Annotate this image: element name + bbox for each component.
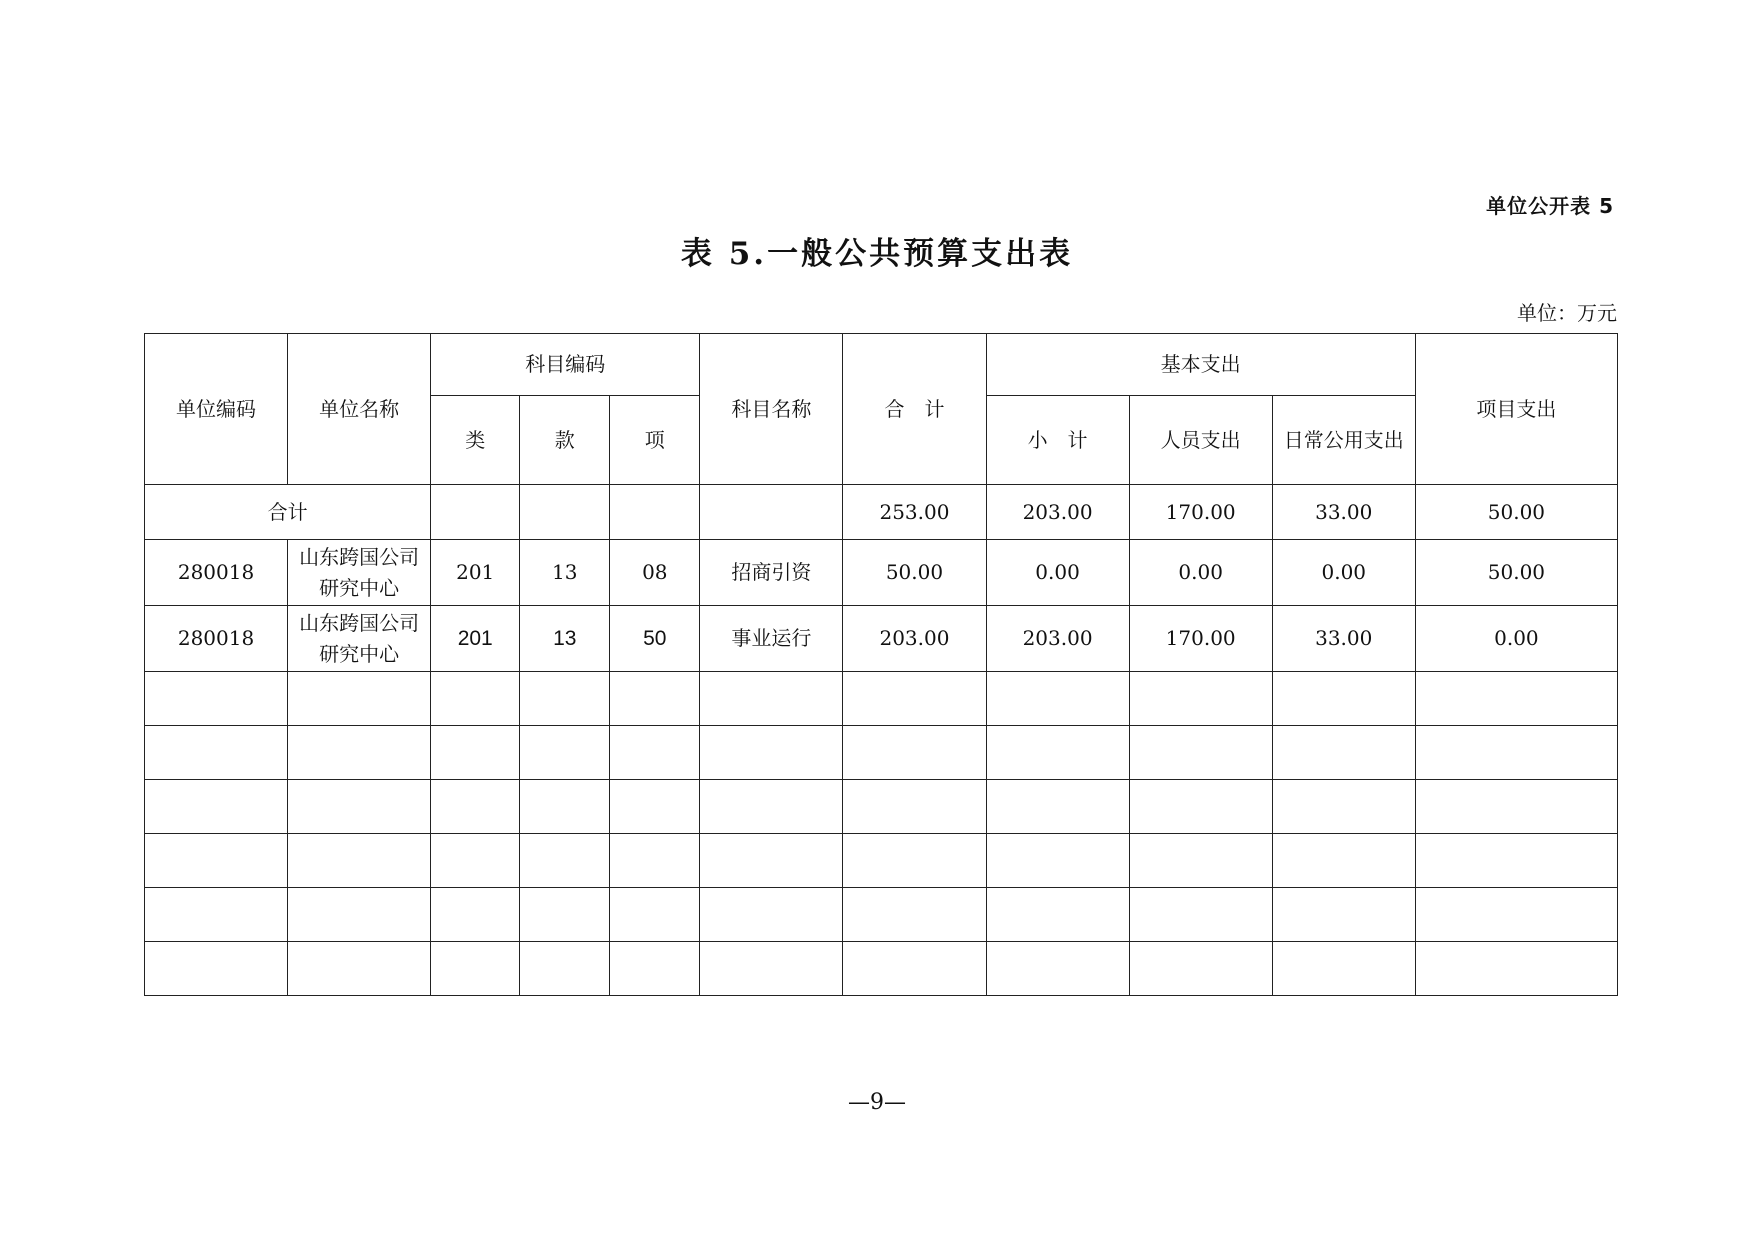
section-cell: 13 [520, 540, 610, 606]
empty-cell [145, 780, 288, 834]
empty-cell [700, 672, 843, 726]
page-number: —9— [848, 1090, 906, 1115]
daily-public-cell: 0.00 [1272, 540, 1415, 606]
empty-cell [1415, 834, 1617, 888]
empty-cell [288, 888, 431, 942]
empty-cell [145, 888, 288, 942]
empty-row [145, 726, 1618, 780]
empty-cell [520, 780, 610, 834]
personnel-cell: 0.00 [1129, 540, 1272, 606]
empty-cell [431, 834, 520, 888]
empty-cell [431, 888, 520, 942]
empty-cell [610, 780, 700, 834]
subject-name-cell: 招商引资 [700, 540, 843, 606]
empty-cell [1272, 726, 1415, 780]
total-subtotal: 203.00 [986, 485, 1129, 540]
empty-cell [288, 942, 431, 996]
empty-cell [1272, 672, 1415, 726]
unit-name-line2: 研究中心 [319, 641, 400, 666]
header-subject-code: 科目编码 [431, 334, 700, 396]
class-cell: 201 [431, 540, 520, 606]
total-cell: 203.00 [843, 606, 986, 672]
empty-cell [1415, 888, 1617, 942]
empty-cell [1272, 888, 1415, 942]
empty-cell [1415, 672, 1617, 726]
item-cell: 08 [610, 540, 700, 606]
empty-row [145, 834, 1618, 888]
personnel-cell: 170.00 [1129, 606, 1272, 672]
empty-cell [520, 888, 610, 942]
empty-cell [145, 834, 288, 888]
empty-cell [431, 485, 520, 540]
empty-cell [1415, 942, 1617, 996]
empty-cell [986, 726, 1129, 780]
empty-cell [986, 834, 1129, 888]
header-item: 项 [610, 396, 700, 485]
project-cell: 0.00 [1415, 606, 1617, 672]
empty-row [145, 780, 1618, 834]
empty-cell [431, 672, 520, 726]
total-total: 253.00 [843, 485, 986, 540]
empty-row [145, 888, 1618, 942]
empty-cell [288, 780, 431, 834]
total-project: 50.00 [1415, 485, 1617, 540]
empty-cell [700, 942, 843, 996]
unit-label: 单位：万元 [1517, 301, 1617, 325]
empty-cell [610, 834, 700, 888]
empty-cell [610, 672, 700, 726]
page-title: 表 5.一般公共预算支出表 [680, 236, 1074, 272]
subtotal-cell: 0.00 [986, 540, 1129, 606]
empty-cell [700, 726, 843, 780]
header-subtotal: 小 计 [986, 396, 1129, 485]
empty-cell [700, 888, 843, 942]
empty-cell [1129, 780, 1272, 834]
empty-cell [520, 726, 610, 780]
budget-table [144, 333, 1618, 996]
header-project-expenditure: 项目支出 [1415, 334, 1617, 485]
empty-row [145, 672, 1618, 726]
unit-name-line2: 研究中心 [319, 575, 400, 600]
empty-cell [843, 942, 986, 996]
empty-cell [1415, 780, 1617, 834]
empty-cell [145, 726, 288, 780]
empty-cell [1129, 726, 1272, 780]
empty-cell [520, 834, 610, 888]
subject-name-cell: 事业运行 [700, 606, 843, 672]
header-section: 款 [520, 396, 610, 485]
empty-cell [288, 672, 431, 726]
empty-cell [843, 888, 986, 942]
form-tag: 单位公开表 5 [1486, 194, 1614, 218]
empty-cell [1272, 834, 1415, 888]
empty-cell [700, 485, 843, 540]
table-row [145, 606, 1618, 672]
section-cell: 13 [520, 606, 610, 672]
empty-cell [431, 780, 520, 834]
header-class: 类 [431, 396, 520, 485]
empty-cell [1272, 780, 1415, 834]
empty-cell [1129, 888, 1272, 942]
empty-cell [843, 726, 986, 780]
total-personnel: 170.00 [1129, 485, 1272, 540]
empty-cell [520, 672, 610, 726]
unit-code-cell: 280018 [145, 606, 288, 672]
header-daily-public: 日常公用支出 [1272, 396, 1415, 485]
empty-cell [145, 672, 288, 726]
total-daily-public: 33.00 [1272, 485, 1415, 540]
unit-name-cell [288, 540, 431, 606]
empty-cell [986, 672, 1129, 726]
unit-name-cell [288, 606, 431, 672]
empty-cell [431, 942, 520, 996]
total-label: 合计 [145, 485, 431, 540]
header-total: 合 计 [843, 334, 986, 485]
empty-cell [700, 834, 843, 888]
class-cell: 201 [431, 606, 520, 672]
empty-cell [288, 726, 431, 780]
empty-row [145, 942, 1618, 996]
empty-cell [986, 888, 1129, 942]
header-personnel: 人员支出 [1129, 396, 1272, 485]
daily-public-cell: 33.00 [1272, 606, 1415, 672]
empty-cell [986, 942, 1129, 996]
empty-cell [843, 780, 986, 834]
item-cell: 50 [610, 606, 700, 672]
empty-cell [520, 485, 610, 540]
header-unit-name: 单位名称 [288, 334, 431, 485]
header-unit-code: 单位编码 [145, 334, 288, 485]
total-row [145, 485, 1618, 540]
unit-name-line1: 山东跨国公司 [299, 610, 420, 635]
header-row-1 [145, 334, 1618, 396]
empty-cell [610, 942, 700, 996]
empty-cell [700, 780, 843, 834]
table-row [145, 540, 1618, 606]
total-cell: 50.00 [843, 540, 986, 606]
empty-cell [288, 834, 431, 888]
empty-cell [1272, 942, 1415, 996]
header-basic-expenditure: 基本支出 [986, 334, 1415, 396]
unit-name-line1: 山东跨国公司 [299, 544, 420, 569]
empty-cell [520, 942, 610, 996]
empty-cell [1415, 726, 1617, 780]
empty-cell [610, 888, 700, 942]
project-cell: 50.00 [1415, 540, 1617, 606]
unit-code-cell: 280018 [145, 540, 288, 606]
empty-cell [610, 726, 700, 780]
header-subject-name: 科目名称 [700, 334, 843, 485]
empty-cell [1129, 672, 1272, 726]
empty-cell [145, 942, 288, 996]
empty-cell [1129, 942, 1272, 996]
empty-cell [843, 672, 986, 726]
empty-cell [843, 834, 986, 888]
empty-cell [1129, 834, 1272, 888]
empty-cell [986, 780, 1129, 834]
empty-cell [610, 485, 700, 540]
subtotal-cell: 203.00 [986, 606, 1129, 672]
empty-cell [431, 726, 520, 780]
